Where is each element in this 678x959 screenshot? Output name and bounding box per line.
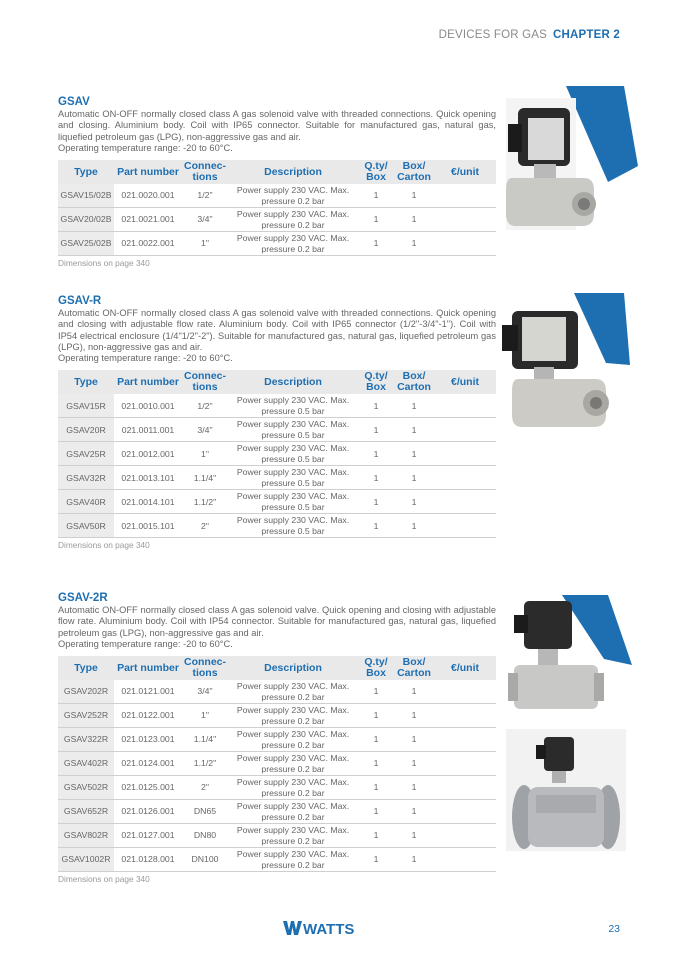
connector xyxy=(508,124,522,152)
cell-qty-box: 1 xyxy=(358,442,394,466)
cell-price xyxy=(434,490,496,514)
col-price-unit: €/unit xyxy=(434,656,496,680)
cell-qty-box: 1 xyxy=(358,418,394,442)
cell-part-number: 021.0014.101 xyxy=(114,490,182,514)
cell-part-number: 021.0121.001 xyxy=(114,680,182,704)
cell-description: Power supply 230 VAC. Max. pressure 0.2 bar xyxy=(228,208,358,232)
cell-box-carton: 1 xyxy=(394,514,434,538)
inlet xyxy=(508,673,518,701)
gsav-valve-image xyxy=(498,86,638,231)
body-ridge xyxy=(536,795,596,813)
table-header-row xyxy=(58,656,496,680)
cell-type: GSAV502R xyxy=(58,776,114,800)
cell-box-carton: 1 xyxy=(394,232,434,256)
connector xyxy=(536,745,546,759)
cell-part-number: 021.0021.001 xyxy=(114,208,182,232)
cell-box-carton: 1 xyxy=(394,728,434,752)
cell-box-carton: 1 xyxy=(394,800,434,824)
description-paragraph: Automatic ON-OFF normally closed class A gas solenoid valve. Quick opening and closing with adjustable flow rate. Aluminium body. Coil with IP54 connector. Suitable for manufactured gas, natural gas, liquefied petroleum gas (LPG), non-aggressive gas and air. xyxy=(58,605,496,638)
table-row xyxy=(58,208,496,232)
spec-table xyxy=(58,370,496,538)
cell-type: GSAV15/02B xyxy=(58,184,114,208)
cell-box-carton: 1 xyxy=(394,848,434,872)
spec-table xyxy=(58,656,496,872)
cell-type: GSAV20R xyxy=(58,418,114,442)
cell-description: Power supply 230 VAC. Max. pressure 0.5 bar xyxy=(228,418,358,442)
cell-type: GSAV40R xyxy=(58,490,114,514)
col-box-carton: Box/ Carton xyxy=(394,160,434,184)
table-row xyxy=(58,442,496,466)
cell-type: GSAV50R xyxy=(58,514,114,538)
section-gsav xyxy=(58,96,496,268)
dimensions-note: Dimensions on page 340 xyxy=(58,540,150,551)
cell-type: GSAV652R xyxy=(58,800,114,824)
cell-box-carton: 1 xyxy=(394,394,434,418)
col-price-unit: €/unit xyxy=(434,370,496,394)
cell-part-number: 021.0128.001 xyxy=(114,848,182,872)
coil xyxy=(544,737,574,771)
cell-qty-box: 1 xyxy=(358,184,394,208)
cell-connection: DN100 xyxy=(182,848,228,872)
col-qty-box: Q.ty/ Box xyxy=(358,370,394,394)
outlet-bore xyxy=(590,397,602,409)
col-qty-box: Q.ty/ Box xyxy=(358,656,394,680)
cell-description: Power supply 230 VAC. Max. pressure 0.2 bar xyxy=(228,752,358,776)
cell-qty-box: 1 xyxy=(358,680,394,704)
section-gsav-2r xyxy=(58,592,496,884)
cell-qty-box: 1 xyxy=(358,728,394,752)
cell-connection: DN65 xyxy=(182,800,228,824)
cell-qty-box: 1 xyxy=(358,208,394,232)
section-title: GSAV xyxy=(58,96,90,108)
cell-price xyxy=(434,232,496,256)
cell-description: Power supply 230 VAC. Max. pressure 0.5 bar xyxy=(228,466,358,490)
cell-description: Power supply 230 VAC. Max. pressure 0.2 bar xyxy=(228,776,358,800)
cell-connection: 1.1/2" xyxy=(182,752,228,776)
cell-type: GSAV252R xyxy=(58,704,114,728)
cell-price xyxy=(434,752,496,776)
page-number: 23 xyxy=(608,923,620,935)
cell-connection: 3/4" xyxy=(182,418,228,442)
cell-description: Power supply 230 VAC. Max. pressure 0.2 bar xyxy=(228,232,358,256)
cell-connection: 3/4" xyxy=(182,208,228,232)
cell-qty-box: 1 xyxy=(358,232,394,256)
table-row xyxy=(58,394,496,418)
connector xyxy=(502,325,518,351)
col-box-carton: Box/ Carton xyxy=(394,656,434,680)
description-paragraph: Automatic ON-OFF normally closed class A gas solenoid valve with threaded connections. Quick opening and closing with adjustable flow rate. Aluminium body. Coil with IP65 connector (1/2"-3/4"-1"). Coil with IP54 electrical enclosure (1/4"1/2"-2"). Suitable for manufactured gas, natural gas, liquefied petroleum gas (LPG), non-aggressive gas and air. xyxy=(58,308,496,352)
spec-table xyxy=(58,160,496,256)
section-gsav-r xyxy=(58,295,496,550)
cell-price xyxy=(434,800,496,824)
cell-type: GSAV202R xyxy=(58,680,114,704)
description-paragraph: Automatic ON-OFF normally closed class A gas solenoid valve with threaded connections. Quick opening and closing. Aluminium body. Coil with IP65 connector. Suitable for manufactured gas, natural gas, liquefied petroleum gas (LPG), non-aggressive gas and air. xyxy=(58,109,496,142)
cell-part-number: 021.0011.001 xyxy=(114,418,182,442)
col-type: Type xyxy=(58,160,114,184)
cell-description: Power supply 230 VAC. Max. pressure 0.2 bar xyxy=(228,728,358,752)
table-row xyxy=(58,466,496,490)
col-connections: Connec- tions xyxy=(184,160,226,184)
cell-description: Power supply 230 VAC. Max. pressure 0.2 bar xyxy=(228,800,358,824)
cell-connection: 1" xyxy=(182,232,228,256)
connector xyxy=(514,615,528,633)
cell-price xyxy=(434,848,496,872)
cell-type: GSAV402R xyxy=(58,752,114,776)
cell-connection: 1" xyxy=(182,704,228,728)
cell-price xyxy=(434,442,496,466)
col-description: Description xyxy=(228,370,358,394)
col-part-number: Part number xyxy=(114,656,182,680)
cell-connection: 2" xyxy=(182,776,228,800)
cell-description: Power supply 230 VAC. Max. pressure 0.5 bar xyxy=(228,394,358,418)
cell-price xyxy=(434,728,496,752)
section-description xyxy=(58,605,496,650)
table-row xyxy=(58,184,496,208)
gsav-2r-small-valve-image xyxy=(506,595,634,715)
cell-part-number: 021.0125.001 xyxy=(114,776,182,800)
logo-w-mark xyxy=(283,921,302,935)
stem xyxy=(552,771,566,783)
cell-price xyxy=(434,704,496,728)
col-price-unit: €/unit xyxy=(434,160,496,184)
cell-connection: 1.1/4" xyxy=(182,728,228,752)
cell-connection: 1/2" xyxy=(182,184,228,208)
cell-box-carton: 1 xyxy=(394,680,434,704)
col-part-number: Part number xyxy=(114,160,182,184)
cell-qty-box: 1 xyxy=(358,776,394,800)
coil-label xyxy=(528,118,564,160)
cell-box-carton: 1 xyxy=(394,442,434,466)
blue-wedge xyxy=(562,595,632,665)
col-type: Type xyxy=(58,656,114,680)
cell-price xyxy=(434,776,496,800)
col-connections: Connec- tions xyxy=(184,656,226,680)
dimensions-note: Dimensions on page 340 xyxy=(58,258,150,269)
cell-type: GSAV802R xyxy=(58,824,114,848)
table-header-row xyxy=(58,370,496,394)
cell-type: GSAV25R xyxy=(58,442,114,466)
outlet xyxy=(594,673,604,701)
cell-box-carton: 1 xyxy=(394,752,434,776)
cell-description: Power supply 230 VAC. Max. pressure 0.5 bar xyxy=(228,514,358,538)
table-row xyxy=(58,514,496,538)
header-chapter: CHAPTER 2 xyxy=(553,29,620,41)
table-row xyxy=(58,704,496,728)
cell-type: GSAV20/02B xyxy=(58,208,114,232)
cell-part-number: 021.0122.001 xyxy=(114,704,182,728)
cell-qty-box: 1 xyxy=(358,514,394,538)
cell-box-carton: 1 xyxy=(394,418,434,442)
cell-description: Power supply 230 VAC. Max. pressure 0.5 bar xyxy=(228,490,358,514)
cell-qty-box: 1 xyxy=(358,824,394,848)
section-description xyxy=(58,308,496,364)
col-description: Description xyxy=(228,656,358,680)
table-row xyxy=(58,418,496,442)
table-row xyxy=(58,752,496,776)
cell-box-carton: 1 xyxy=(394,466,434,490)
cell-qty-box: 1 xyxy=(358,800,394,824)
blue-wedge xyxy=(566,86,638,182)
cell-price xyxy=(434,680,496,704)
cell-connection: DN80 xyxy=(182,824,228,848)
cell-description: Power supply 230 VAC. Max. pressure 0.2 bar xyxy=(228,848,358,872)
table-row xyxy=(58,232,496,256)
cell-connection: 1.1/2" xyxy=(182,490,228,514)
table-header-row xyxy=(58,160,496,184)
cell-description: Power supply 230 VAC. Max. pressure 0.2 bar xyxy=(228,824,358,848)
gsav-2r-flanged-valve-image xyxy=(506,729,626,851)
section-title: GSAV-2R xyxy=(58,592,108,604)
col-qty-box: Q.ty/ Box xyxy=(358,160,394,184)
cell-type: GSAV25/02B xyxy=(58,232,114,256)
cell-part-number: 021.0022.001 xyxy=(114,232,182,256)
cell-part-number: 021.0127.001 xyxy=(114,824,182,848)
cell-type: GSAV32R xyxy=(58,466,114,490)
cell-part-number: 021.0013.101 xyxy=(114,466,182,490)
cell-connection: 3/4" xyxy=(182,680,228,704)
header-section: DEVICES FOR GAS xyxy=(438,29,548,41)
cell-box-carton: 1 xyxy=(394,208,434,232)
logo-text: WATTS xyxy=(303,921,355,936)
cell-part-number: 021.0012.001 xyxy=(114,442,182,466)
description-paragraph: Operating temperature range: -20 to 60°C. xyxy=(58,638,233,649)
section-description xyxy=(58,109,496,154)
cell-description: Power supply 230 VAC. Max. pressure 0.2 bar xyxy=(228,184,358,208)
col-description: Description xyxy=(228,160,358,184)
cell-part-number: 021.0126.001 xyxy=(114,800,182,824)
gsav-r-valve-image xyxy=(500,293,640,433)
table-row xyxy=(58,680,496,704)
page-header xyxy=(439,29,620,41)
cell-qty-box: 1 xyxy=(358,490,394,514)
cell-connection: 1.1/4" xyxy=(182,466,228,490)
cell-type: GSAV322R xyxy=(58,728,114,752)
col-part-number: Part number xyxy=(114,370,182,394)
cell-description: Power supply 230 VAC. Max. pressure 0.2 bar xyxy=(228,704,358,728)
cell-qty-box: 1 xyxy=(358,466,394,490)
table-row xyxy=(58,824,496,848)
cell-part-number: 021.0123.001 xyxy=(114,728,182,752)
stem xyxy=(534,367,554,379)
table-row xyxy=(58,728,496,752)
cell-box-carton: 1 xyxy=(394,776,434,800)
col-type: Type xyxy=(58,370,114,394)
cell-connection: 2" xyxy=(182,514,228,538)
coil xyxy=(524,601,572,649)
cell-connection: 1/2" xyxy=(182,394,228,418)
cell-price xyxy=(434,466,496,490)
stem xyxy=(534,164,556,178)
cell-connection: 1" xyxy=(182,442,228,466)
cell-box-carton: 1 xyxy=(394,490,434,514)
description-paragraph: Operating temperature range: -20 to 60°C. xyxy=(58,353,233,364)
table-row xyxy=(58,776,496,800)
cell-price xyxy=(434,184,496,208)
cell-type: GSAV15R xyxy=(58,394,114,418)
cell-price xyxy=(434,418,496,442)
coil-label xyxy=(522,317,566,361)
cell-price xyxy=(434,824,496,848)
cell-type: GSAV1002R xyxy=(58,848,114,872)
cell-price xyxy=(434,394,496,418)
cell-qty-box: 1 xyxy=(358,704,394,728)
cell-part-number: 021.0020.001 xyxy=(114,184,182,208)
cell-price xyxy=(434,208,496,232)
table-row xyxy=(58,800,496,824)
section-title: GSAV-R xyxy=(58,295,102,307)
cell-part-number: 021.0015.101 xyxy=(114,514,182,538)
col-box-carton: Box/ Carton xyxy=(394,370,434,394)
dimensions-note: Dimensions on page 340 xyxy=(58,874,150,885)
cell-box-carton: 1 xyxy=(394,824,434,848)
outlet-bore xyxy=(578,198,590,210)
cell-qty-box: 1 xyxy=(358,394,394,418)
cell-description: Power supply 230 VAC. Max. pressure 0.2 bar xyxy=(228,680,358,704)
valve-body xyxy=(514,665,598,709)
table-row xyxy=(58,490,496,514)
blue-wedge xyxy=(574,293,630,365)
stem xyxy=(538,649,558,667)
col-connections: Connec- tions xyxy=(184,370,226,394)
cell-price xyxy=(434,514,496,538)
cell-qty-box: 1 xyxy=(358,752,394,776)
cell-part-number: 021.0010.001 xyxy=(114,394,182,418)
cell-qty-box: 1 xyxy=(358,848,394,872)
cell-part-number: 021.0124.001 xyxy=(114,752,182,776)
description-paragraph: Operating temperature range: -20 to 60°C. xyxy=(58,142,233,153)
watts-logo xyxy=(283,920,365,936)
cell-box-carton: 1 xyxy=(394,704,434,728)
cell-description: Power supply 230 VAC. Max. pressure 0.5 bar xyxy=(228,442,358,466)
table-row xyxy=(58,848,496,872)
cell-box-carton: 1 xyxy=(394,184,434,208)
